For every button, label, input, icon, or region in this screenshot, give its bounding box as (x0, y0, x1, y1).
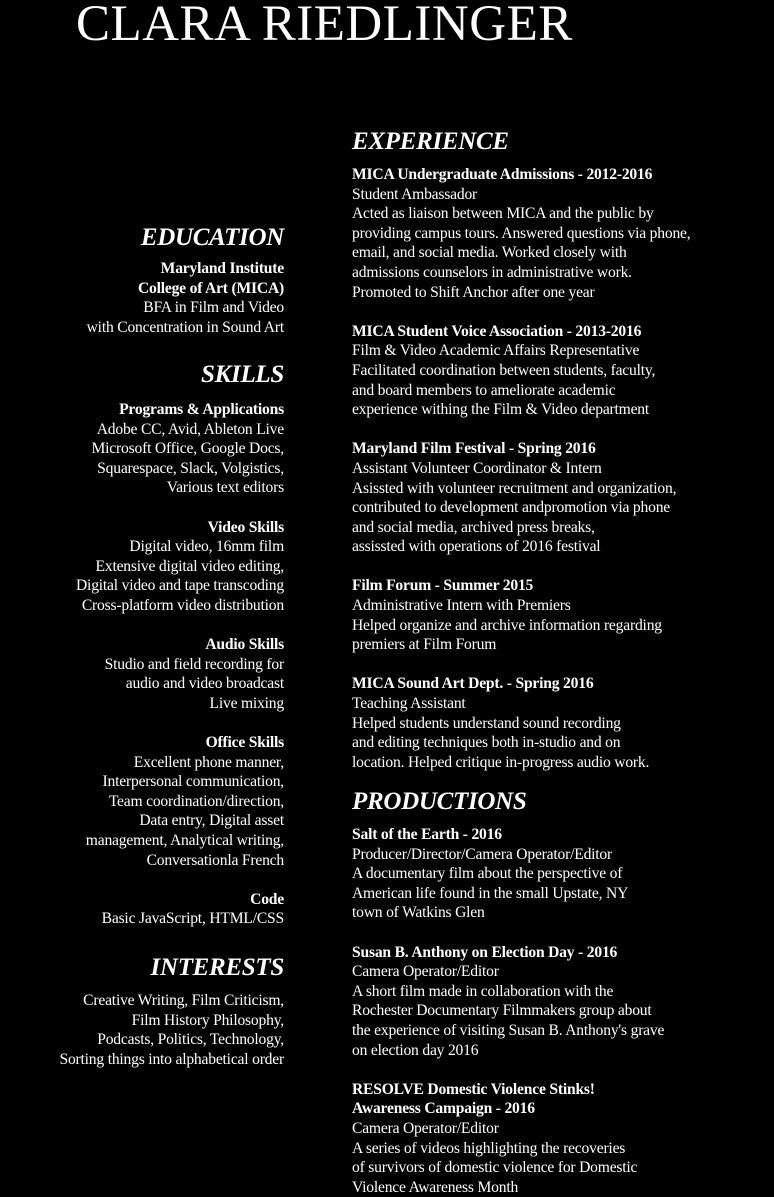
interests-section (0, 953, 284, 1069)
skills-item: Basic JavaScript, HTML/CSS (101, 910, 284, 928)
production-entry-description: American life found in the small Upstate, NY (352, 884, 629, 902)
experience-entry-description: and editing techniques both in-studio and on (352, 734, 621, 752)
education-degree-line-2: with Concentration in Sound Art (86, 318, 284, 336)
interests-item: Film History Philosophy, (131, 1011, 284, 1029)
experience-entry-title: MICA Sound Art Dept. - Spring 2016 (352, 675, 594, 693)
production-entry (352, 943, 774, 1061)
skills-item: Microsoft Office, Google Docs, (91, 440, 284, 458)
experience-entry-role: Film & Video Academic Affairs Representative (352, 342, 640, 360)
production-entry-description: A series of videos highlighting the recoveries (352, 1139, 626, 1157)
skills-item: Data entry, Digital asset (139, 812, 284, 830)
experience-entry-description: Helped students understand sound recording (352, 714, 621, 732)
experience-entry-title: Maryland Film Festival - Spring 2016 (352, 440, 596, 458)
production-entry-description: the experience of visiting Susan B. Anthony's grave (352, 1021, 665, 1039)
production-entry (352, 825, 774, 923)
experience-entry-role: Assistant Volunteer Coordinator & Intern (352, 459, 602, 477)
experience-entry (352, 674, 774, 772)
experience-entry-description: assissted with operations of 2016 festival (352, 538, 601, 556)
productions-section (352, 787, 774, 1197)
skills-item: Live mixing (209, 694, 284, 712)
experience-entry-description: premiers at Film Forum (352, 636, 497, 654)
experience-entry-title: MICA Undergraduate Admissions - 2012-2016 (352, 166, 653, 183)
production-entry-description: A short film made in collaboration with the (352, 982, 614, 1000)
production-entry-title: Salt of the Earth - 2016 (352, 826, 502, 843)
experience-heading: EXPERIENCE (352, 128, 509, 155)
experience-entry-description: Asissted with volunteer recruitment and organization, (352, 479, 677, 497)
skills-item: Team coordination/direction, (108, 792, 284, 810)
experience-entry-description: and social media, archived press breaks, (352, 518, 595, 536)
skills-group-video (0, 518, 284, 616)
experience-entry (352, 439, 774, 557)
production-entry-description: town of Watkins Glen (352, 904, 485, 922)
interests-heading: INTERESTS (150, 954, 284, 981)
skills-group-audio (0, 635, 284, 713)
skills-item: Digital video and tape transcoding (76, 577, 284, 595)
experience-entry-description: experience withing the Film & Video department (352, 401, 650, 419)
production-entry-title: RESOLVE Domestic Violence Stinks! (352, 1080, 595, 1098)
resume-name-title: CLARA RIEDLINGER (76, 0, 573, 52)
skills-heading: SKILLS (201, 361, 284, 388)
production-entry-role: Camera Operator/Editor (352, 963, 499, 981)
experience-entry-description: and board members to ameliorate academic (352, 381, 616, 399)
production-entry-role: Camera Operator/Editor (352, 1119, 499, 1137)
experience-entry-title: MICA Student Voice Association - 2013-2016 (352, 322, 642, 340)
production-entry-role: Producer/Director/Camera Operator/Editor (352, 845, 613, 863)
education-section (0, 223, 284, 337)
production-entry-description: A documentary film about the perspective of (352, 865, 623, 883)
experience-entry-role: Student Ambassador (352, 185, 478, 203)
production-entry-title: Awareness Campaign - 2016 (352, 1100, 535, 1118)
experience-entry-description: Facilitated coordination between students, faculty, (352, 361, 656, 379)
experience-entry-description: contributed to development andpromotion via phone (352, 499, 671, 517)
skills-item: Extensive digital video editing, (95, 557, 284, 575)
experience-entry-role: Administrative Intern with Premiers (352, 597, 571, 615)
experience-section (352, 127, 774, 772)
interests-item: Creative Writing, Film Criticism, (83, 992, 284, 1009)
experience-entry (352, 165, 774, 302)
production-entry-description: of survivors of domestic violence for Domestic (352, 1159, 638, 1177)
interests-item: Podcasts, Politics, Technology, (97, 1031, 284, 1049)
experience-entry-description: admissions counselors in administrative work. (352, 263, 632, 281)
education-heading: EDUCATION (140, 224, 284, 251)
skills-item: audio and video broadcast (125, 675, 284, 693)
skills-group-code (0, 890, 284, 929)
skills-item: Excellent phone manner, (133, 753, 284, 771)
skills-group-office (0, 733, 284, 870)
skills-item: Various text editors (166, 479, 284, 497)
experience-entry-description: Promoted to Shift Anchor after one year (352, 283, 595, 301)
skills-item: Squarespace, Slack, Volgistics, (97, 459, 284, 477)
experience-entry-description: Helped organize and archive information regarding (352, 616, 662, 634)
skills-group-title: Code (250, 890, 284, 908)
skills-item: management, Analytical writing, (85, 832, 284, 850)
experience-entry-description: email, and social media. Worked closely with (352, 244, 627, 262)
experience-entry (352, 322, 774, 420)
skills-group-title: Video Skills (207, 518, 284, 536)
interests-item: Sorting things into alphabetical order (59, 1050, 284, 1068)
experience-entry-description: location. Helped critique in-progress audio work. (352, 753, 650, 771)
production-entry-description: Rochester Documentary Filmmakers group about (352, 1002, 652, 1020)
education-school-line-2: College of Art (MICA) (137, 279, 284, 297)
skills-item: Interpersonal communication, (102, 773, 284, 791)
production-entry (352, 1080, 774, 1197)
skills-section (0, 360, 284, 929)
education-degree-line-1: BFA in Film and Video (143, 299, 284, 317)
skills-group-title: Programs & Applications (119, 401, 284, 418)
skills-group-programs (0, 400, 284, 498)
education-school-line-1: Maryland Institute (160, 260, 284, 277)
skills-item: Conversationla French (146, 851, 284, 869)
skills-item: Adobe CC, Avid, Ableton Live (96, 420, 284, 438)
experience-entry (352, 576, 774, 654)
skills-group-title: Audio Skills (205, 636, 284, 654)
production-entry-title: Susan B. Anthony on Election Day - 2016 (352, 943, 618, 961)
experience-entry-description: Acted as liaison between MICA and the public by (352, 205, 654, 223)
experience-entry-title: Film Forum - Summer 2015 (352, 577, 534, 595)
skills-group-title: Office Skills (205, 734, 284, 752)
production-entry-description: Violence Awareness Month (352, 1178, 519, 1196)
experience-entry-role: Teaching Assistant (352, 695, 466, 713)
skills-item: Cross-platform video distribution (81, 596, 284, 614)
skills-item: Digital video, 16mm film (129, 538, 284, 556)
production-entry-description: on election day 2016 (352, 1041, 479, 1059)
skills-item: Studio and field recording for (104, 655, 284, 673)
experience-entry-description: providing campus tours. Answered questions via phone, (352, 224, 691, 242)
productions-heading: PRODUCTIONS (352, 788, 527, 815)
